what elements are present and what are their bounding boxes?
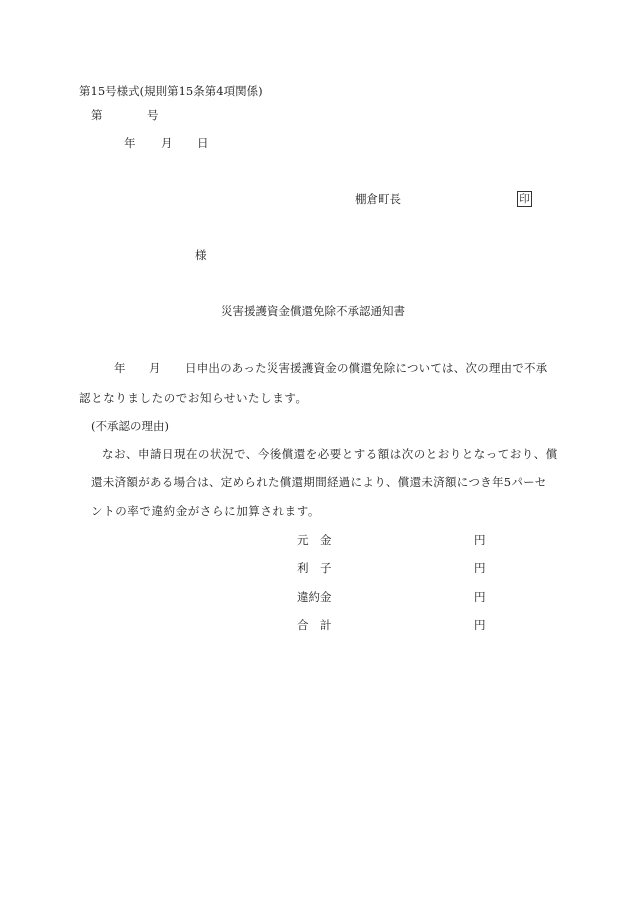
reason-line2: 還未済額がある場合は、定められた償還期間経過により、償還未済額につき年5パーセ xyxy=(91,475,547,489)
recipient-suffix: 様 xyxy=(195,248,207,262)
reason-line3: ントの率で違約金がさらに加算されます。 xyxy=(91,504,320,518)
body-line1: 日申出のあった災害援護資金の償還免除については、次の理由で不承 xyxy=(185,361,548,375)
number-prefix: 第 xyxy=(91,108,103,122)
document-title: 災害援護資金償還免除不承認通知書 xyxy=(221,304,405,318)
reason-line1: なお、申請日現在の状況で、今後償還を必要とする額は次のとおりとなっており、償 xyxy=(102,447,558,461)
reason-heading: (不承認の理由) xyxy=(91,419,169,433)
amount-unit: 円 xyxy=(474,590,486,604)
amount-label: 合 計 xyxy=(297,618,332,632)
issuer-title: 棚倉町長 xyxy=(355,192,401,206)
number-suffix: 号 xyxy=(147,108,159,122)
date-year: 年 xyxy=(124,136,136,150)
seal-icon: 印 xyxy=(517,191,532,207)
date-month: 月 xyxy=(161,136,173,150)
amount-unit: 円 xyxy=(474,561,486,575)
amount-label: 利 子 xyxy=(297,561,332,575)
date-day: 日 xyxy=(197,136,209,150)
body-year: 年 xyxy=(114,361,126,375)
amount-label: 違約金 xyxy=(297,590,332,604)
body-line2: 認となりましたのでお知らせいたします。 xyxy=(79,391,308,405)
amount-unit: 円 xyxy=(474,533,486,547)
amount-label: 元 金 xyxy=(297,533,332,547)
form-label: 第15号様式(規則第15条第4項関係) xyxy=(79,84,263,98)
body-month: 月 xyxy=(149,361,161,375)
amount-unit: 円 xyxy=(474,618,486,632)
